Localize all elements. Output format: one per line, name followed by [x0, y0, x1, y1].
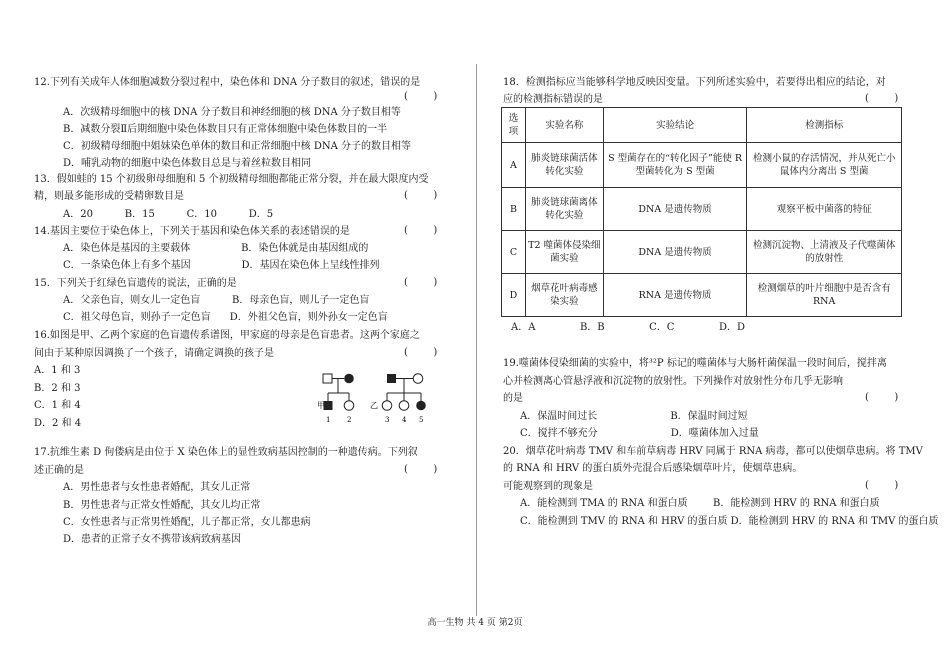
header-index: 检测指标 — [747, 108, 902, 143]
q19-options-cd: C．搅拌不够充分 D．噬菌体加入过量 — [520, 428, 759, 439]
q12-option-a: A．次级精母细胞中的核 DNA 分子数目和神经细胞的核 DNA 分子数目相等 — [63, 107, 401, 118]
q14-options-ab: A．染色体是基因的主要载体 B．染色体就是由基因组成的 — [63, 243, 369, 254]
q14-answer-paren: ( ) — [404, 225, 438, 236]
row-c-conclusion: DNA 是遗传物质 — [603, 231, 747, 274]
row-d-option: D — [502, 274, 526, 317]
jia-father-symbol — [323, 374, 332, 383]
column-divider — [476, 64, 477, 616]
q14-options-cd: C．一条染色体上有多个基因 D．基因在染色体上呈线性排列 — [63, 260, 380, 271]
q15-options-cd: C．祖父母色盲，则孙子一定色盲 D．外祖父色盲，则外孙女一定色盲 — [63, 312, 388, 323]
row-b-conclusion: DNA 是遗传物质 — [603, 188, 747, 231]
table-row — [502, 274, 902, 317]
row-c-name: T2 噬菌体侵染细菌实验 — [525, 231, 603, 274]
q20-stem-line1: 20．烟草花叶病毒 TMV 和车前草病毒 HRV 同属于 RNA 病毒，都可以使烟草患病。将 TMV — [503, 446, 923, 457]
q19-stem-line3: 的是 — [503, 393, 523, 404]
yi-child-4-symbol — [399, 401, 409, 411]
q18-answer-paren: ( ) — [865, 93, 899, 104]
q19-answer-paren: ( ) — [865, 392, 899, 403]
q15-answer-paren: ( ) — [404, 277, 438, 288]
q16-option-d: D．2 和 4 — [34, 418, 82, 429]
q19-options-ab: A．保温时间过长 B．保温时间过短 — [520, 411, 748, 422]
row-c-option: C — [502, 231, 526, 274]
q19-stem-line2: 心并检测离心管悬浮液和沉淀物的放射性。下列操作对放射性分布几乎无影响 — [503, 376, 843, 387]
q18-stem-line1: 18．检测指标应当能够科学地反映因变量。下列所述实验中，若要得出相应的结论，对 — [503, 77, 886, 88]
q17-stem-line2: 述正确的是 — [34, 465, 84, 476]
q18-stem-line2: 应的检测指标错误的是 — [503, 94, 603, 105]
yi-father-symbol — [387, 374, 396, 383]
yi-child-3-symbol — [382, 401, 392, 411]
header-name: 实验名称 — [525, 108, 603, 143]
q16-stem-line1: 16.如图是甲、乙两个家庭的色盲遗传系谱图，甲家庭的母亲是色盲患者。这两个家庭之 — [34, 330, 420, 341]
table-header-row — [502, 108, 902, 143]
q17-stem-line1: 17.抗维生素 D 佝偻病是由位于 X 染色体上的显性致病基因控制的一种遗传病。下列叙 — [34, 447, 418, 458]
q15-stem: 15．下列关于红绿色盲遗传的说法，正确的是 — [34, 278, 237, 289]
q19-stem-line1: 19.噬菌体侵染细菌的实验中，将³²P 标记的噬菌体与大肠杆菌保温一段时间后，搅拌离 — [503, 358, 887, 369]
q12-option-d: D．哺乳动物的细胞中染色体数目总是与着丝粒数目相同 — [63, 158, 312, 169]
yi-mother-symbol — [413, 374, 423, 384]
q17-option-c: C．女性患者与正常男性婚配，儿子都正常，女儿都患病 — [63, 517, 311, 528]
child-number-5: 5 — [419, 416, 424, 424]
row-c-index: 检测沉淀物、上清液及子代噬菌体的放射性 — [747, 231, 902, 274]
q16-stem-line2: 间由于某种原因调换了一个孩子，请确定调换的孩子是 — [34, 348, 274, 359]
row-a-option: A — [502, 143, 526, 188]
q12-answer-paren: ( ) — [404, 91, 438, 102]
row-d-name: 烟草花叶病毒感染实验 — [525, 274, 603, 317]
row-a-name: 肺炎链球菌活体转化实验 — [525, 143, 603, 188]
label-yi: 乙 — [370, 401, 378, 410]
row-b-index: 观察平板中菌落的特征 — [747, 188, 902, 231]
q20-stem-line3: 可能观察到的现象是 — [503, 481, 593, 492]
q20-answer-paren: ( ) — [865, 480, 899, 491]
q16-option-a: A．1 和 3 — [34, 365, 81, 376]
row-a-conclusion: S 型菌存在的“转化因子”能使 R 型菌转化为 S 型菌 — [603, 143, 747, 188]
q16-answer-paren: ( ) — [404, 347, 438, 358]
page-footer: 高一生物 共 4 页 第2页 — [427, 618, 523, 628]
pedigree-diagram — [315, 370, 435, 430]
q18-table — [501, 107, 902, 317]
q16-option-c: C．1 和 4 — [34, 400, 81, 411]
q17-answer-paren: ( ) — [404, 464, 438, 475]
header-conclusion: 实验结论 — [603, 108, 747, 143]
q17-option-b: B．男性患者与正常女性婚配，其女儿均正常 — [63, 500, 261, 511]
q18-options: A．A B．B C．C D．D — [511, 322, 745, 333]
q20-stem-line2: 的 RNA 和 HRV 的蛋白质外壳混合后感染烟草叶片，使烟草患病。 — [503, 463, 803, 474]
row-d-conclusion: RNA 是遗传物质 — [603, 274, 747, 317]
child-number-2: 2 — [347, 416, 352, 424]
q12-option-b: B．减数分裂Ⅱ后期细胞中染色体数目只有正常体细胞中染色体数目的一半 — [63, 124, 388, 135]
row-b-name: 肺炎链球菌离体转化实验 — [525, 188, 603, 231]
table-row — [502, 231, 902, 274]
row-a-index: 检测小鼠的存活情况，并从死亡小鼠体内分离出 S 型菌 — [747, 143, 902, 188]
q17-option-d: D．患者的正常子女不携带该病致病基因 — [63, 534, 242, 545]
label-jia: 甲 — [317, 401, 325, 410]
yi-child-5-symbol — [416, 401, 426, 411]
table-row — [502, 143, 902, 188]
q20-options-ab: A．能检测到 TMA 的 RNA 和蛋白质 B．能检测到 HRV 的 RNA 和蛋白质 — [520, 498, 880, 509]
table-row — [502, 188, 902, 231]
child-number-1: 1 — [326, 416, 331, 424]
q12-stem: 12.下列有关成年人体细胞减数分裂过程中，染色体和 DNA 分子数目的叙述，错误的是 — [34, 77, 421, 88]
row-b-option: B — [502, 188, 526, 231]
q14-stem: 14.基因主要位于染色体上，下列关于基因和染色体关系的表述错误的是 — [34, 226, 350, 237]
jia-child-2-symbol — [344, 401, 354, 411]
q13-options: A．20 B．15 C．10 D．5 — [63, 209, 274, 220]
q20-options-cd: C．能检测到 TMV 的 RNA 和 HRV 的蛋白质 D．能检测到 HRV 的 RNA 和 TMV 的蛋白质 — [520, 516, 939, 527]
child-number-3: 3 — [385, 416, 390, 424]
q13-answer-paren: ( ) — [404, 190, 438, 201]
header-option: 选项 — [502, 108, 526, 143]
q12-option-c: C．初级精母细胞中姐妹染色单体的数目和正常细胞中核 DNA 分子的数目相等 — [63, 141, 411, 152]
jia-mother-symbol — [344, 374, 354, 384]
child-number-4: 4 — [402, 416, 407, 424]
q17-option-a: A．男性患者与女性患者婚配，其女儿正常 — [63, 482, 251, 493]
q13-stem-line1: 13．假如蛙的 15 个初级卵母细胞和 5 个初级精母细胞都能正常分裂，并在最大限度内受 — [34, 174, 429, 185]
q15-options-ab: A．父亲色盲，则女儿一定色盲 B．母亲色盲，则儿子一定色盲 — [63, 295, 370, 306]
q13-stem-line2: 精，则最多能形成的受精卵数目是 — [34, 191, 184, 202]
row-d-index: 检测烟草的叶片细胞中是否含有 RNA — [747, 274, 902, 317]
q16-option-b: B．2 和 3 — [34, 383, 81, 394]
